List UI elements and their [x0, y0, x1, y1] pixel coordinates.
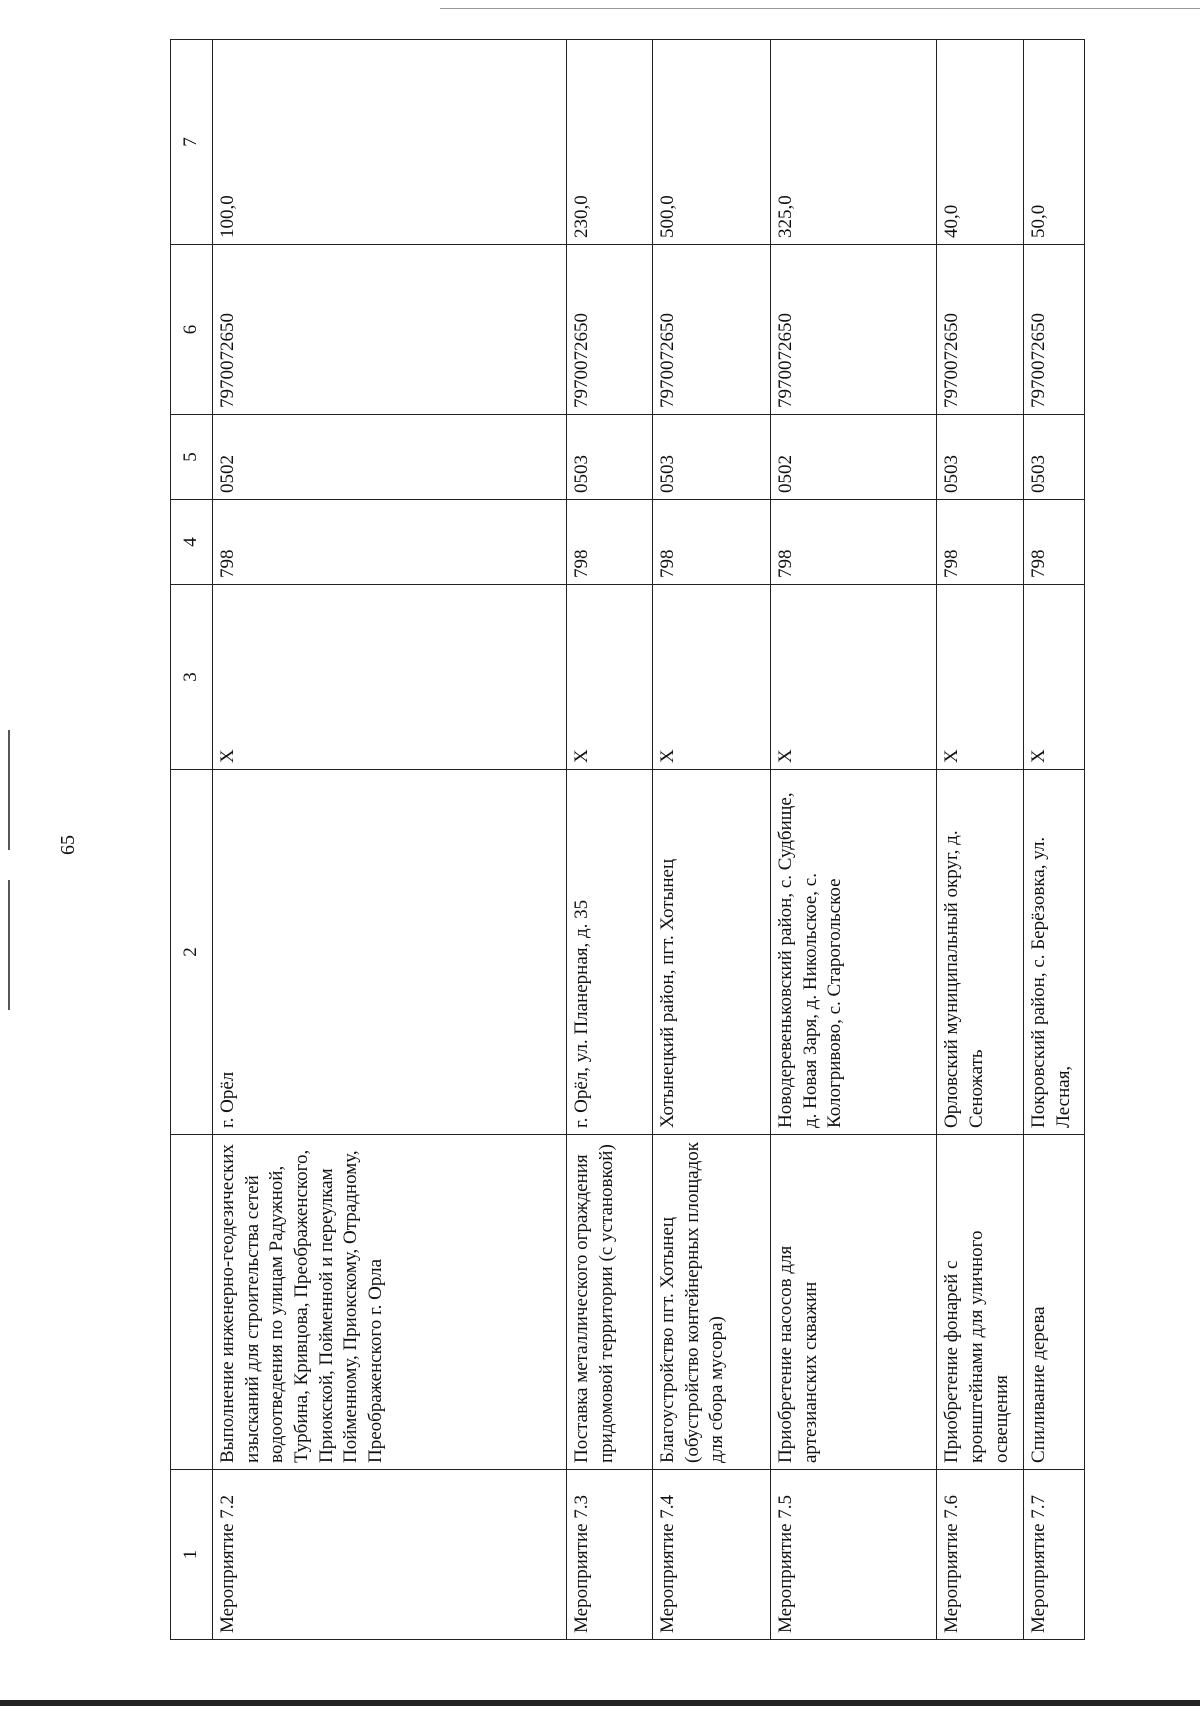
header-col-1b: [171, 1135, 213, 1470]
cell-col3: Х: [771, 585, 937, 770]
cell-measure: Мероприятие 7.7: [1024, 1470, 1085, 1640]
table-header-row: [171, 40, 213, 1640]
table-row: [771, 40, 937, 1640]
table-row: [213, 40, 567, 1640]
cell-col6: 7970072650: [653, 245, 771, 415]
cell-col6: 7970072650: [771, 245, 937, 415]
cell-name: Благоустройство пгт. Хотынец (обустройство контейнерных площадок для сбора мусора): [653, 1135, 771, 1470]
cell-col3: Х: [1024, 585, 1085, 770]
cell-place: Новодеревеньковский район, с. Судбище, д. Новая Заря, д. Никольское, с. Кологривово, с. Старогольское: [771, 770, 937, 1135]
scan-edge-bottom: [0, 1700, 1200, 1706]
header-col-6: 6: [171, 245, 213, 415]
cell-amount: 500,0: [653, 40, 771, 245]
cell-place: Покровский район, с. Берёзовка, ул. Лесная,: [1024, 770, 1085, 1135]
cell-measure: Мероприятие 7.3: [567, 1470, 653, 1640]
table-row: [567, 40, 653, 1640]
cell-amount: 230,0: [567, 40, 653, 245]
cell-col3: Х: [567, 585, 653, 770]
cell-col3: Х: [213, 585, 567, 770]
cell-col5: 0503: [1024, 415, 1085, 500]
cell-col6: 7970072650: [213, 245, 567, 415]
cell-col4: 798: [937, 500, 1024, 585]
scan-edge-left: [8, 880, 10, 1010]
table-row: [653, 40, 771, 1640]
header-col-7: 7: [171, 40, 213, 245]
cell-amount: 50,0: [1024, 40, 1085, 245]
cell-place: Орловский муниципальный округ, д. Сеножать: [937, 770, 1024, 1135]
scan-edge-left: [8, 730, 10, 850]
cell-name: Приобретение насосов для артезианских скважин: [771, 1135, 937, 1470]
cell-place: г. Орёл, ул. Планерная, д. 35: [567, 770, 653, 1135]
rotated-table-container: [170, 40, 1085, 1640]
cell-name: Спиливание дерева: [1024, 1135, 1085, 1470]
cell-col5: 0502: [213, 415, 567, 500]
cell-col5: 0503: [653, 415, 771, 500]
header-col-3: 3: [171, 585, 213, 770]
header-col-1: 1: [171, 1470, 213, 1640]
cell-measure: Мероприятие 7.5: [771, 1470, 937, 1640]
cell-col5: 0502: [771, 415, 937, 500]
cell-name: Приобретение фонарей с кронштейнами для уличного освещения: [937, 1135, 1024, 1470]
cell-place: г. Орёл: [213, 770, 567, 1135]
table-row: [937, 40, 1024, 1640]
cell-col5: 0503: [567, 415, 653, 500]
header-col-2: 2: [171, 770, 213, 1135]
cell-col3: Х: [937, 585, 1024, 770]
header-col-4: 4: [171, 500, 213, 585]
cell-col4: 798: [567, 500, 653, 585]
cell-amount: 40,0: [937, 40, 1024, 245]
cell-col4: 798: [1024, 500, 1085, 585]
cell-col6: 7970072650: [937, 245, 1024, 415]
header-col-5: 5: [171, 415, 213, 500]
cell-col6: 7970072650: [567, 245, 653, 415]
cell-col4: 798: [653, 500, 771, 585]
cell-measure: Мероприятие 7.4: [653, 1470, 771, 1640]
page-number: 65: [56, 835, 79, 855]
cell-amount: 325,0: [771, 40, 937, 245]
budget-measures-table: [170, 39, 1085, 1640]
cell-col5: 0503: [937, 415, 1024, 500]
cell-col4: 798: [213, 500, 567, 585]
cell-place: Хотынецкий район, пгт. Хотынец: [653, 770, 771, 1135]
cell-col3: Х: [653, 585, 771, 770]
table-row: [1024, 40, 1085, 1640]
cell-col6: 7970072650: [1024, 245, 1085, 415]
cell-measure: Мероприятие 7.2: [213, 1470, 567, 1640]
cell-name: Выполнение инженерно-геодезических изысканий для строительства сетей водоотведения по улицам Радужной, Турбина, Кривцова, Преображенского, Приокской, Пойменной и переулкам Пойменному, Приокскому, Отрадному, Преображенского г. Орла: [213, 1135, 567, 1470]
cell-amount: 100,0: [213, 40, 567, 245]
cell-measure: Мероприятие 7.6: [937, 1470, 1024, 1640]
cell-name: Поставка металлического ограждения придомовой территории (с установкой): [567, 1135, 653, 1470]
cell-col4: 798: [771, 500, 937, 585]
scan-edge-top: [440, 8, 1200, 9]
